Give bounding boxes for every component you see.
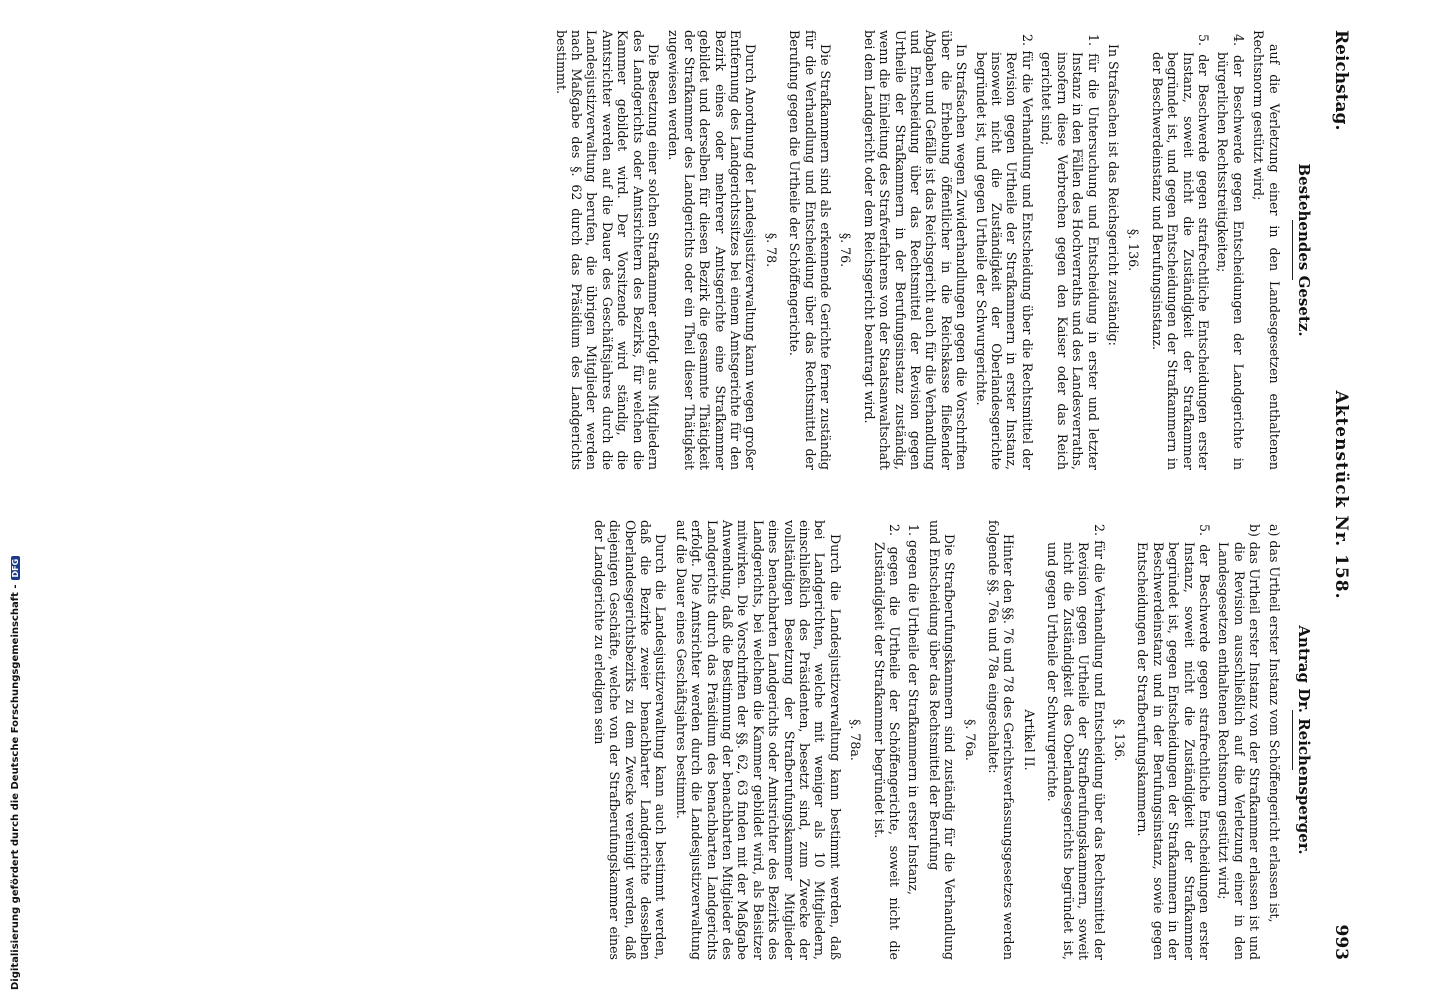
list-item: 4. der Beschwerde gegen Entscheidungen der Landgerichte in bürgerlichen Rechtsstreitigkeiten; <box>1215 34 1246 470</box>
paragraph: Durch Anordnung der Landesjustizverwaltung kann wegen großer Entfernung des Landgerichtssitzes bei einem Amtsgerichte für den Bezirk eines oder mehrerer Amtsgerichte eine Strafkammer gebildet und derselben für diesen Bezirk die gesammte Thätigkeit der Strafkammer des Landgerichts oder ein Theil dieser Thätigkeit zugewiesen werden. <box>666 30 759 470</box>
digitization-credit <box>10 556 21 990</box>
paragraph: Die Strafkammern sind als erkennende Gerichte ferner zuständig für die Verhandlung und Entscheidung über das Rechtsmittel der Berufung gegen die Urtheile der Schöffengerichte. <box>787 30 834 470</box>
section-heading: §. 76a. <box>962 719 978 761</box>
list-item: 2. für die Verhandlung und Entscheidung über das Rechtsmittel der Revision gegen Urtheile der Strafberufungskammern, soweit nicht die Zuständigkeit des Oberlandesgerichts begründet ist, und gegen Urtheile der Schwurgerichte. <box>1045 524 1107 960</box>
paragraph: Die Strafberufungskammern sind zuständig für die Verhandlung und Entscheidung über das Rechtsmittel der Berufung <box>926 520 958 960</box>
section-heading: §. 78. <box>763 232 779 268</box>
left-column-heading: Bestehendes Gesetz. <box>1295 163 1313 337</box>
paragraph: Durch die Landesjustizverwaltung kann auch bestimmt werden, daß die Bezirke zweier benachbarter Landgerichte desselben Oberlandesgerichtsbezirks zu dem Zwecke vereinigt werden, daß diejenigen Geschäfte, welche von der Strafberufungskammer eines der Landgerichte zu erledigen sein <box>591 520 669 960</box>
paragraph: In Strafsachen wegen Zuwiderhandlungen gegen die Vorschriften über die Erhebung öffentlicher in die Reichskasse fließender Abgaben und Gefälle ist das Reichsgericht auch für die Verhandlung und Entscheidung über das Rechtsmittel der Revision gegen Urtheile der Strafkammern in der Berufungsinstanz zuständig, wenn die Einleitung des Strafverfahrens von der Staatsanwaltschaft bei dem Landgericht oder dem Reichsgericht beantragt wird. <box>861 30 970 470</box>
running-head <box>1327 30 1351 960</box>
article-heading: Artikel II. <box>1021 709 1037 771</box>
dfg-logo-badge: DFG <box>11 556 20 581</box>
heading-rule <box>1292 220 1293 280</box>
credit-text: Digitalisierung gefördert durch die Deutsche Forschungsgemeinschaft - <box>10 584 21 990</box>
right-column-motion <box>586 520 1311 960</box>
paragraph: Hinter den §§. 76 und 78 des Gerichtsverfassungsgesetzes werden folgende §§. 76a und 78a eingeschaltet: <box>986 520 1017 960</box>
section-heading: §. 76. <box>838 232 854 268</box>
paragraph: Die Besetzung einer solchen Strafkammer erfolgt aus Mitgliedern des Landgerichts oder Amtsrichtern des Bezirks, für welchen die Kammer gebildet wird. Der Vorsitzende wird ständig, die Amtsrichter werden auf die Dauer des Geschäftsjahres durch die Landesjustizverwaltung berufen, die übrigen Mitglieder werden nach Maßgabe des §. 62 durch das Präsidium des Landgerichts bestimmt. <box>553 30 661 470</box>
running-head-title: Aktenstück Nr. 158. <box>1331 390 1351 600</box>
heading-rule <box>1292 710 1293 770</box>
list-item: 2. gegen die Urtheile der Schöffengerichte, soweit nicht die Zuständigkeit der Strafkammer begründet ist. <box>871 524 903 960</box>
left-column-existing-law <box>548 30 1311 470</box>
list-item: 2. für die Verhandlung und Entscheidung über die Rechtsmittel der Revision gegen Urtheile der Strafkammern in erster Instanz, insoweit nicht die Zuständigkeit der Oberlandesgerichte begründet ist, und gegen Urtheile der Schwurgerichte. <box>973 34 1035 470</box>
paragraph: In Strafsachen ist das Reichsgericht zuständig: <box>1105 44 1121 346</box>
paragraph: Durch die Landesjustizverwaltung kann bestimmt werden, daß bei Landgerichten, welche mit weniger als 10 Mitgliedern, einschließlich des Präsidenten, besetzt sind, zum Zwecke der vollständigen Besetzung der Strafberufungskammer Mitglieder eines benachbarten Landgerichts oder Amtsrichter des Bezirks des Landgerichts, bei welchem die Kammer gebildet wird, als Beisitzer mitwirken. Die Vorschriften der §§. 62, 63 finden mit der Maßgabe Anwendung, daß die Bestimmung der benachbarten Mitglieder des Landgerichts durch das Präsidium des benachbarten Landgerichts erfolgt. Die Amtsrichter werden durch die Landesjustizverwaltung auf die Dauer eines Geschäftsjahres bestimmt. <box>673 520 843 960</box>
list-item: 5. der Beschwerde gegen strafrechtliche Entscheidungen erster Instanz, soweit nicht die Zuständigkeit der Strafkammer begründet ist, gegen Entscheidungen der Strafkammern in der Beschwerdeinstanz und in der Berufungsinstanz, sowie gegen Entscheidungen der Strafberufungskammern. <box>1135 524 1212 960</box>
list-item: a) das Urtheil erster Instanz vom Schöffengericht erlassen ist, <box>1266 524 1282 923</box>
section-heading: §. 78a. <box>848 719 864 761</box>
paragraph: auf die Verletzung einer in den Landesgesetzen enthaltenen Rechtsnorm gestützt wird; <box>1251 30 1282 470</box>
running-head-left: Reichstag. <box>1331 30 1351 131</box>
list-item: 5. der Beschwerde gegen strafrechtliche Entscheidungen erster Instanz, soweit nicht die Zuständigkeit der Strafkammer begründet ist, und gegen Entscheidungen der Strafkammern in der Beschwerdeinstanz und Berufungsinstanz. <box>1149 34 1211 470</box>
section-heading: §. 136. <box>1111 718 1127 762</box>
right-column-heading: Antrag Dr. Reichensperger. <box>1295 625 1313 855</box>
section-heading: §. 136. <box>1126 228 1142 272</box>
list-item: b) das Urtheil erster Instanz von der Strafkammer erlassen ist und die Revision ausschließlich auf die Verletzung einer in den Landesgesetzen enthaltenen Rechtsnorm gestützt wird; <box>1216 524 1263 960</box>
list-item: 1. für die Untersuchung und Entscheidung in erster und letzter Instanz in den Fällen des Hochverraths und des Landesverraths, insofern diese Verbrechen gegen den Kaiser oder das Reich gerichtet sind; <box>1039 34 1101 470</box>
list-item: 1. gegen die Urtheile der Strafkammern in erster Instanz, <box>906 524 922 895</box>
page-number: 993 <box>1331 924 1351 960</box>
document-page <box>51 0 1381 1000</box>
